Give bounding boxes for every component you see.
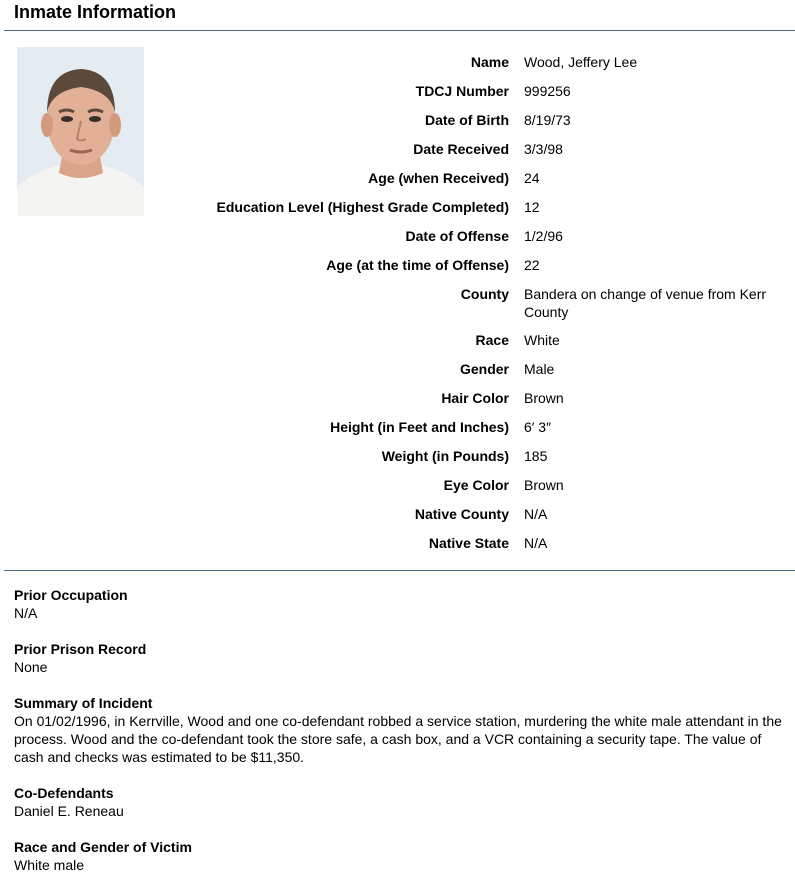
- field-label: County: [460, 286, 509, 302]
- field-label: Age (at the time of Offense): [326, 257, 509, 273]
- field-label: Date Received: [413, 141, 509, 157]
- section-co-defendants: [14, 784, 789, 820]
- field-label: TDCJ Number: [415, 83, 509, 99]
- field-value: White: [524, 332, 560, 348]
- section-text: None: [14, 659, 48, 675]
- field-label: Age (when Received): [368, 170, 509, 186]
- top-divider: [4, 30, 795, 31]
- field-date-received: [0, 140, 795, 169]
- section-text: On 01/02/1996, in Kerrville, Wood and one co-defendant robbed a service station, murdering the white male attendant in the process. Wood and the co-defendant took the store safe, a cash box, and a VCR containing a security tape. The value of cash and checks was estimated to be $11,350.: [14, 713, 782, 765]
- field-native-state: [0, 534, 795, 563]
- field-label: Date of Birth: [425, 112, 509, 128]
- field-value: 22: [524, 257, 540, 273]
- field-hair-color: [0, 389, 795, 418]
- field-date-of-birth: [0, 111, 795, 140]
- field-value: Brown: [524, 390, 564, 406]
- field-value: 3/3/98: [524, 141, 563, 157]
- section-title: Race and Gender of Victim: [14, 839, 192, 855]
- field-value: N/A: [524, 535, 548, 551]
- field-label: Education Level (Highest Grade Completed): [216, 199, 509, 215]
- section-prior-prison-record: [14, 640, 789, 676]
- field-eye-color: [0, 476, 795, 505]
- field-label: Eye Color: [443, 477, 509, 493]
- field-value: 24: [524, 170, 540, 186]
- field-label: Height (in Feet and Inches): [330, 419, 509, 435]
- field-value: 185: [524, 448, 548, 464]
- field-value: Brown: [524, 477, 564, 493]
- field-label: Native State: [428, 535, 509, 551]
- field-height: [0, 418, 795, 447]
- field-value: 999256: [524, 83, 571, 99]
- section-summary-of-incident: [14, 694, 789, 766]
- field-weight: [0, 447, 795, 476]
- field-age-at-offense: [0, 256, 795, 285]
- section-title: Prior Occupation: [14, 587, 128, 603]
- field-native-county: [0, 505, 795, 534]
- section-prior-occupation: [14, 586, 789, 622]
- field-value: 1/2/96: [524, 228, 563, 244]
- page-title: Inmate Information: [14, 2, 177, 22]
- field-tdcj-number: [0, 82, 795, 111]
- section-title: Summary of Incident: [14, 695, 153, 711]
- field-value: Male: [524, 361, 555, 377]
- section-title: Prior Prison Record: [14, 641, 147, 657]
- field-value: 12: [524, 199, 540, 215]
- field-label: Native County: [414, 506, 509, 522]
- field-gender: [0, 360, 795, 389]
- inmate-details: [0, 53, 795, 563]
- field-label: Name: [470, 54, 509, 70]
- field-race: [0, 331, 795, 360]
- section-race-gender-victim: [14, 838, 789, 874]
- field-label: Weight (in Pounds): [381, 448, 509, 464]
- section-text: N/A: [14, 605, 38, 621]
- section-text: Daniel E. Reneau: [14, 803, 124, 819]
- field-label: Date of Offense: [405, 228, 509, 244]
- field-value: Wood, Jeffery Lee: [524, 54, 638, 70]
- field-value: 6′ 3″: [524, 419, 552, 435]
- field-label: Hair Color: [441, 390, 509, 406]
- section-title: Co-Defendants: [14, 785, 114, 801]
- field-county: [0, 285, 795, 331]
- section-text: White male: [14, 857, 85, 873]
- field-age-when-received: [0, 169, 795, 198]
- field-value: N/A: [524, 506, 548, 522]
- section-divider: [4, 570, 795, 571]
- field-date-of-offense: [0, 227, 795, 256]
- field-name: [0, 53, 795, 82]
- field-value: Bandera on change of venue from Kerr County: [524, 286, 767, 320]
- field-label: Race: [475, 332, 509, 348]
- field-education-level: [0, 198, 795, 227]
- field-value: 8/19/73: [524, 112, 571, 128]
- field-label: Gender: [459, 361, 509, 377]
